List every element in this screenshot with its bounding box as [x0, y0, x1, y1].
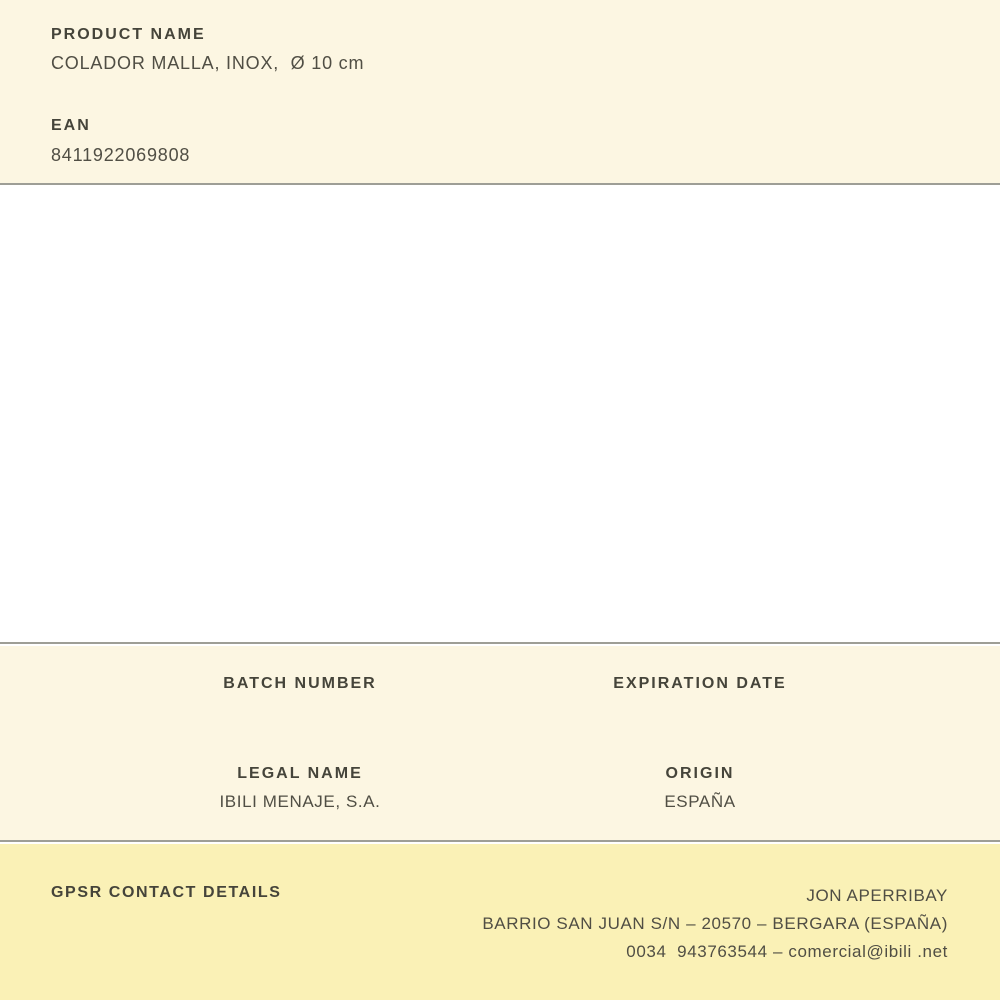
legal-name-value: IBILI MENAJE, S.A. [219, 792, 381, 811]
legal-name-field [100, 765, 500, 812]
origin-value: ESPAÑA [664, 792, 736, 811]
product-name-label: PRODUCT NAME [51, 26, 206, 43]
product-image-area [0, 187, 1000, 644]
contact-name: JON APERRIBAY [806, 886, 948, 905]
origin-label: ORIGIN [665, 765, 735, 782]
contact-details-block [482, 882, 948, 966]
product-section [0, 0, 1000, 185]
origin-field [500, 765, 900, 812]
ean-value: 8411922069808 [51, 145, 191, 165]
legal-name-label: LEGAL NAME [237, 765, 363, 782]
info-section [0, 646, 1000, 842]
expiration-date-field [500, 675, 900, 693]
gpsr-contact-details-label: GPSR CONTACT DETAILS [51, 884, 282, 901]
ean-label: EAN [51, 117, 91, 134]
gpsr-contact-section [0, 844, 1000, 1000]
product-name-value: COLADOR MALLA, INOX, Ø 10 cm [51, 53, 365, 73]
contact-phone-email: 0034 943763544 – comercial@ibili .net [626, 942, 948, 961]
batch-number-label: BATCH NUMBER [223, 675, 377, 692]
contact-address: BARRIO SAN JUAN S/N – 20570 – BERGARA (ESPAÑA) [482, 914, 948, 933]
batch-number-field [100, 675, 500, 693]
expiration-date-label: EXPIRATION DATE [613, 675, 787, 692]
